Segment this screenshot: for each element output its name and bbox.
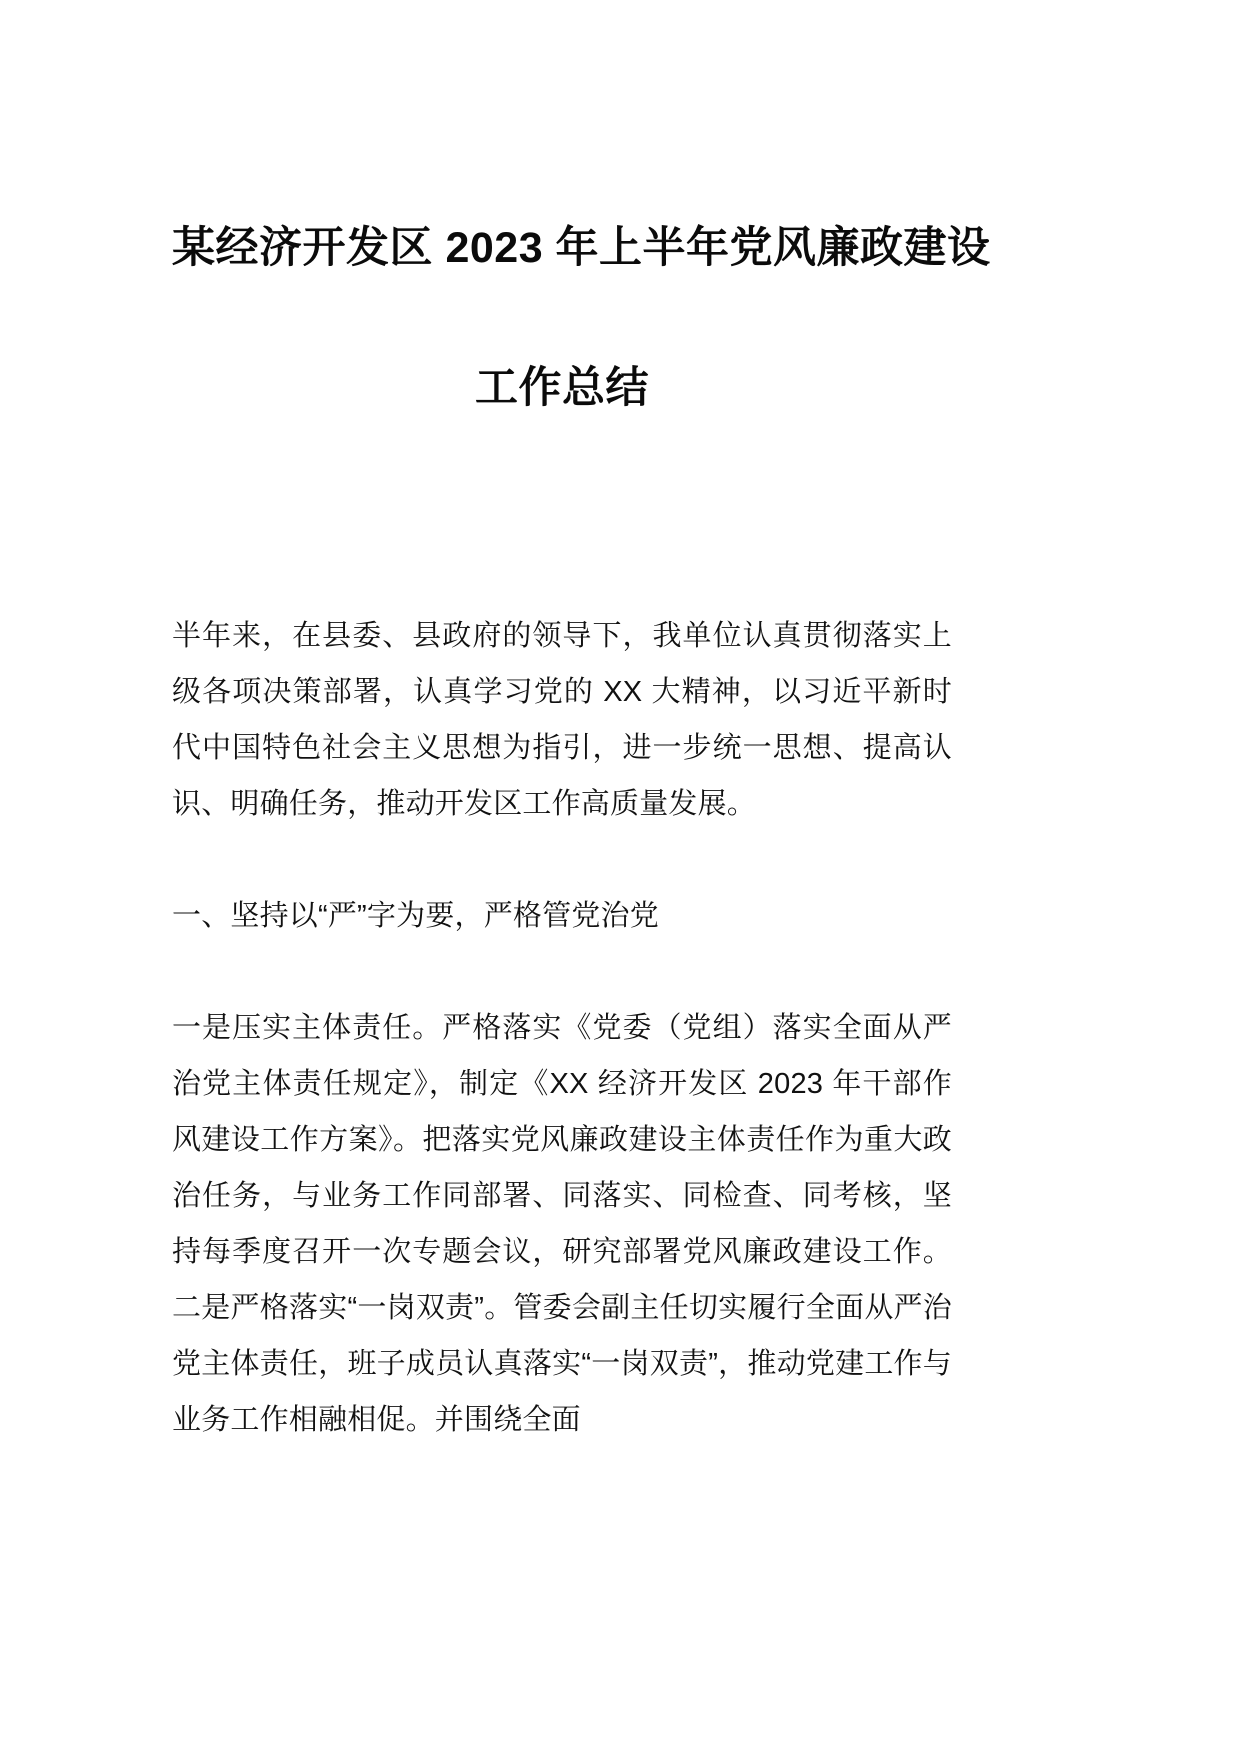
page-title-line-1: 某经济开发区 2023 年上半年党风廉政建设 [172, 224, 991, 272]
page-title-line-2: 工作总结 [475, 364, 649, 412]
page-title [172, 178, 991, 458]
section-1-body-paragraph: 一是压实主体责任。严格落实《党委（党组）落实全面从严治党主体责任规定》，制定《XX 经济开发区 2023 年干部作风建设工作方案》。把落实党风廉政建设主体责任作为重大政治任务，与业务工作同部署、同落实、同检查、同考核，坚持每季度召开一次专题会议，研究部署党风廉政建设工作。二是严格落实“一岗双责”。管委会副主任切实履行全面从严治党主体责任，班子成员认真落实“一岗双责”，推动党建工作与业务工作相融相促。并围绕全面 [172, 1012, 952, 1436]
document-content [172, 0, 991, 1448]
section-heading-1: 一、坚持以“严”字为要，严格管党治党 [172, 900, 659, 932]
intro-paragraph: 半年来，在县委、县政府的领导下，我单位认真贯彻落实上级各项决策部署，认真学习党的 XX 大精神，以习近平新时代中国特色社会主义思想为指引，进一步统一思想、提高认识、明确任务，推动开发区工作高质量发展。 [172, 620, 952, 820]
document-body [172, 608, 952, 1448]
